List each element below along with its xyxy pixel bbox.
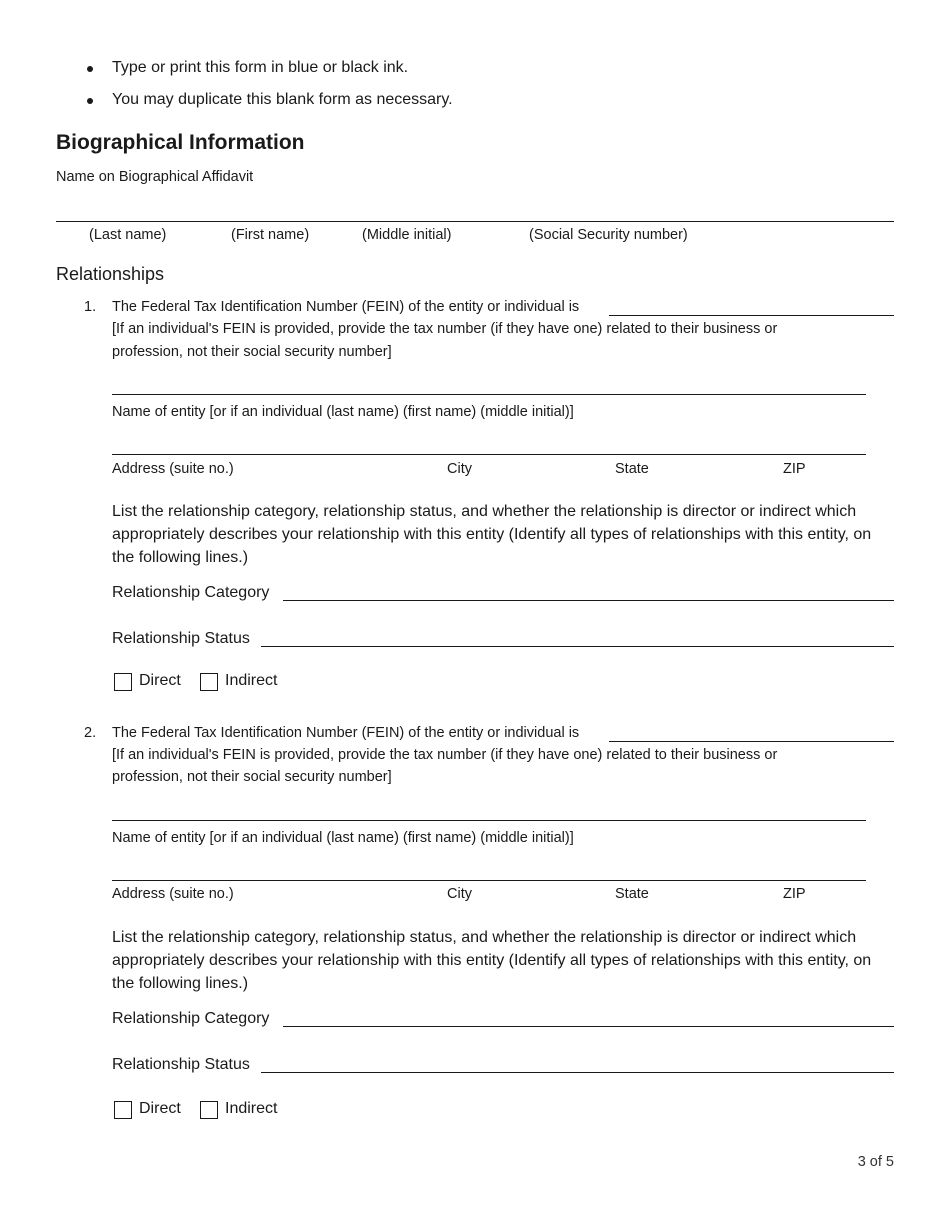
bullet-dot [87,66,93,72]
direct-checkbox[interactable] [114,673,132,691]
name-input-line[interactable] [56,221,894,222]
address-label: Address (suite no.) [112,886,234,902]
state-label: State [615,886,649,902]
indirect-checkbox[interactable] [200,673,218,691]
page-number: 3 of 5 [857,1154,894,1170]
fein-input-line[interactable] [609,315,894,316]
relationship-status-input-line[interactable] [261,646,894,647]
indirect-label: Indirect [225,672,278,689]
first-name-label: (First name) [231,227,310,243]
name-label: Name on Biographical Affidavit [56,169,254,185]
relationship-category-input-line[interactable] [283,1026,894,1027]
section-title: Biographical Information [56,131,305,154]
indirect-checkbox[interactable] [200,1101,218,1119]
fein-note: profession, not their social security number] [112,769,392,785]
state-label: State [615,461,649,477]
fein-note: profession, not their social security number] [112,344,392,360]
relationships-heading: Relationships [56,264,165,284]
instruction-duplicate: You may duplicate this blank form as necessary. [112,91,453,108]
fein-label: The Federal Tax Identification Number (FEIN) of the entity or individual is [112,299,580,315]
instruction-ink: Type or print this form in blue or black ink. [112,59,409,76]
entity-name-label: Name of entity [or if an individual (last name) (first name) (middle initial)] [112,404,574,420]
relationship-status-label: Relationship Status [112,630,250,647]
middle-initial-label: (Middle initial) [362,227,452,243]
city-label: City [447,886,472,902]
direct-label: Direct [139,1100,181,1117]
fein-note: [If an individual's FEIN is provided, provide the tax number (if they have one) related to their business or [112,747,778,763]
relationship-instructions: List the relationship category, relationship status, and whether the relationship is director or indirect which appropriately describes your relationship with this entity (Identify all types of relationships with this entity, on the following lines.) [112,503,872,566]
indirect-label: Indirect [225,1100,278,1117]
entity-name-input-line[interactable] [112,394,866,395]
fein-label: The Federal Tax Identification Number (FEIN) of the entity or individual is [112,725,580,741]
relationship-instructions: List the relationship category, relationship status, and whether the relationship is director or indirect which appropriately describes your relationship with this entity (Identify all types of relationships with this entity, on the following lines.) [112,929,872,992]
address-input-line[interactable] [112,454,866,455]
address-input-line[interactable] [112,880,866,881]
city-label: City [447,461,472,477]
fein-input-line[interactable] [609,741,894,742]
last-name-label: (Last name) [89,227,167,243]
direct-label: Direct [139,672,181,689]
relationship-category-input-line[interactable] [283,600,894,601]
zip-label: ZIP [783,886,806,902]
relationship-category-label: Relationship Category [112,584,270,601]
zip-label: ZIP [783,461,806,477]
relationship-category-label: Relationship Category [112,1010,270,1027]
ssn-label: (Social Security number) [529,227,688,243]
entity-name-input-line[interactable] [112,820,866,821]
direct-checkbox[interactable] [114,1101,132,1119]
bullet-dot [87,98,93,104]
entity-name-label: Name of entity [or if an individual (last name) (first name) (middle initial)] [112,830,574,846]
fein-note: [If an individual's FEIN is provided, provide the tax number (if they have one) related to their business or [112,321,778,337]
relationship-status-label: Relationship Status [112,1056,250,1073]
entry-number: 2. [84,725,97,741]
relationship-status-input-line[interactable] [261,1072,894,1073]
address-label: Address (suite no.) [112,461,234,477]
entry-number: 1. [84,299,97,315]
